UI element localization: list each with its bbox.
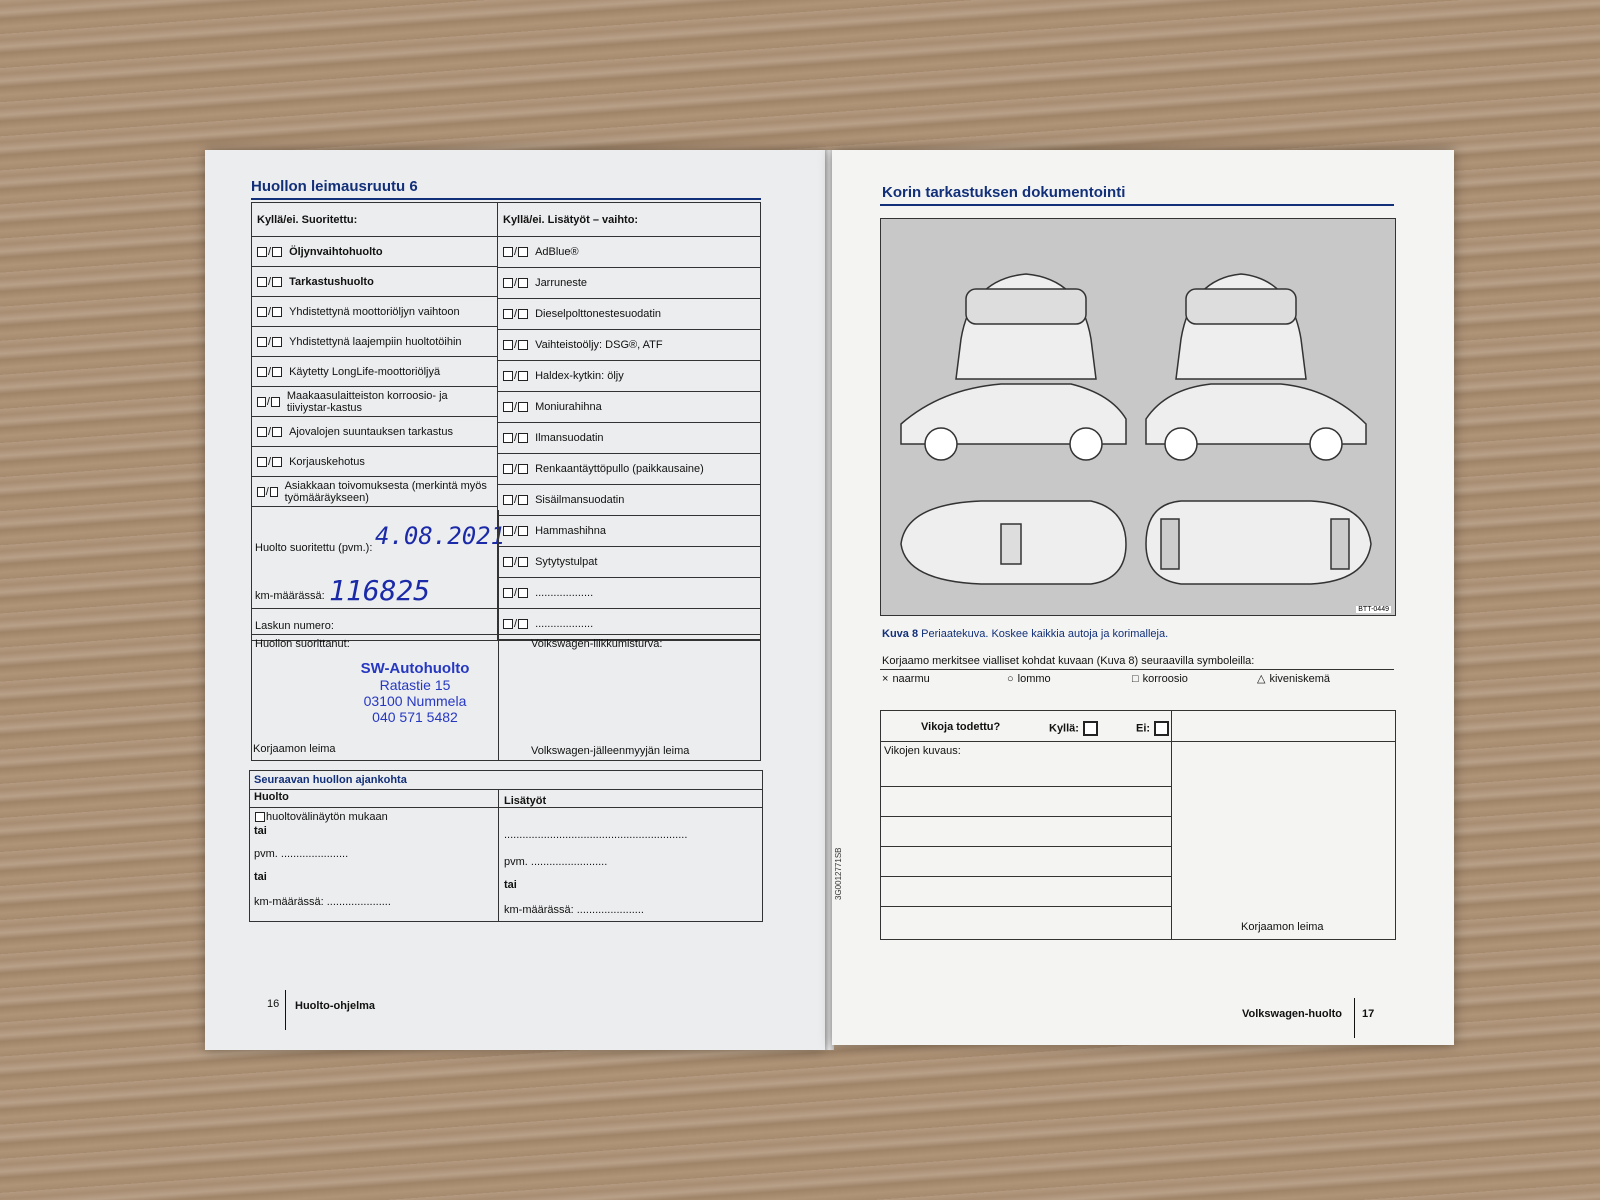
next-dots: ............................................................ [504,829,688,841]
slash: / [268,335,272,348]
by-display-label: huoltovälinäytön mukaan [266,811,388,823]
no-checkbox[interactable] [270,487,278,497]
no-checkbox[interactable] [518,495,528,505]
no-checkbox[interactable] [272,277,282,287]
yes-checkbox[interactable] [503,588,513,598]
slash: / [268,425,272,438]
slash: / [514,339,518,351]
checklist-label: Yhdistettynä moottoriöljyn vaihtoon [289,305,460,318]
caption-bold: Kuva 8 [882,628,919,640]
symbol-glyph: □ [1132,673,1139,685]
workshop-stamp-label: Korjaamon leima [253,743,336,755]
slash: / [514,370,518,382]
defects-question: Vikoja todettu? [921,721,1001,733]
slash: / [514,618,518,630]
km-label: km-määrässä: [255,590,325,602]
col2-header: Kyllä/ei. Lisätyöt – vaihto: [498,203,761,237]
yes-label: Kyllä: [1049,722,1079,735]
checklist-row [498,485,760,516]
checklist-row [498,361,760,392]
no-checkbox[interactable] [272,427,282,437]
mobility-label: Volkswagen-liikkumisturva: [531,638,663,650]
car-outlines [881,219,1395,615]
checklist-label: Jarruneste [535,277,588,289]
checklist-row [498,454,760,485]
slash: / [266,395,270,408]
no-checkbox[interactable] [272,337,282,347]
caption-text: Periaatekuva. Koskee kaikkia autoja ja korimalleja. [921,628,1169,640]
checklist-row [498,330,760,361]
checklist-row [498,237,760,268]
slash: / [514,432,518,444]
yes-checkbox[interactable] [1083,721,1098,736]
stamp-street: Ratastie 15 [379,677,451,693]
col1-list [252,237,497,507]
yes-checkbox[interactable] [257,247,267,257]
defects-line [881,846,1171,847]
left-page-title: Huollon leimausruutu 6 [251,178,418,195]
no-checkbox[interactable] [518,619,528,629]
checkbox[interactable] [255,812,265,822]
stamp-phone: 040 571 5482 [372,709,458,725]
checklist-label: Sisäilmansuodatin [535,494,625,506]
next-service-box [249,770,763,922]
slash: / [268,305,272,318]
checklist-row [252,297,497,327]
checklist-label: Ajovalojen suuntauksen tarkastus [289,425,453,438]
slash: / [514,401,518,413]
stamp-name: SW-Autohuolto [360,660,470,677]
checklist-label: Vaihteistoöljy: DSG®, ATF [535,339,663,351]
document-code: 3G0012771SB [834,847,843,900]
checklist-label: AdBlue® [535,246,579,258]
no-checkbox[interactable] [518,247,528,257]
slash: / [514,246,518,258]
yes-checkbox[interactable] [503,495,513,505]
next-divider [250,807,762,808]
checklist-row [498,516,760,547]
checklist-row [252,237,497,267]
next-date: pvm. ...................... [254,848,349,860]
footer-divider [1354,998,1355,1038]
instruction-text: Korjaamo merkitsee vialliset kohdat kuvaan (Kuva 8) seuraavilla symboleilla: [882,655,1255,667]
yes-checkbox[interactable] [257,487,265,497]
checklist-row [498,299,760,330]
service-date-label: Huolto suoritettu (pvm.): [255,542,373,554]
slash: / [268,275,272,288]
checklist-label: ................... [535,587,594,599]
checklist-label: Dieselpolttonestesuodatin [535,308,662,320]
col1-header: Kyllä/ei. Suoritettu: [252,203,498,237]
defects-col-divider [1171,711,1172,939]
next-col2-header: Lisätyöt [504,795,547,807]
yes-checkbox[interactable] [257,277,267,287]
defects-line [881,786,1171,787]
col2-list [498,237,760,640]
yes-checkbox[interactable] [503,619,513,629]
column-frame [760,510,761,760]
right-footer-title: Volkswagen-huolto [1242,1008,1343,1020]
checklist-row [252,357,497,387]
no-checkbox[interactable] [518,371,528,381]
checklist-row [498,609,760,640]
slash: / [268,365,272,378]
no-checkbox[interactable] [518,557,528,567]
no-checkbox[interactable] [272,307,282,317]
slash: / [268,245,272,258]
or-label: tai [254,871,267,883]
left-page-number: 16 [267,998,280,1010]
no-checkbox[interactable] [518,402,528,412]
title-rule [880,204,1394,206]
figure-caption [882,628,1168,640]
no-checkbox[interactable] [518,588,528,598]
no-checkbox[interactable] [272,367,282,377]
slash: / [268,455,272,468]
left-section-title: Huolto-ohjelma [295,1000,376,1012]
no-checkbox[interactable] [518,526,528,536]
no-checkbox[interactable] [518,433,528,443]
yes-option [1049,721,1099,736]
yes-checkbox[interactable] [503,402,513,412]
symbol-item [1257,672,1382,685]
row-divider [251,760,761,761]
stamp-city: 03100 Nummela [363,693,467,709]
yes-checkbox[interactable] [503,247,513,257]
no-checkbox[interactable] [1154,721,1169,736]
checklist-label: Öljynvaihtohuolto [289,245,383,258]
checklist-row [498,268,760,299]
next-date2: pvm. ......................... [504,856,608,868]
yes-checkbox[interactable] [257,367,267,377]
checklist-row [252,447,497,477]
next-col-divider [498,789,499,921]
symbol-label: naarmu [892,673,930,685]
checklist-label: Ilmansuodatin [535,432,604,444]
checklist-label: Maakaasulaitteiston korroosio- ja tiiviystar-kastus [286,389,448,414]
right-page [832,150,1454,1045]
defects-line [881,906,1171,907]
checklist-row [252,267,497,297]
slash: / [514,308,518,320]
no-checkbox[interactable] [518,309,528,319]
or-label: tai [254,825,267,837]
slash: / [514,463,518,475]
footer-divider [285,990,286,1030]
col2-cell [498,237,761,641]
symbol-item [1132,673,1257,685]
symbol-rule [880,669,1394,670]
km-handwritten: 116825 [329,574,431,607]
no-checkbox[interactable] [518,340,528,350]
next-col1-header: Huolto [254,791,289,803]
slash: / [514,494,518,506]
no-checkbox[interactable] [271,397,280,407]
right-workshop-stamp-label: Korjaamon leima [1241,921,1324,933]
checklist-label: Yhdistettynä laajempiin huoltotöihin [289,335,462,348]
yes-checkbox[interactable] [503,557,513,567]
right-page-number: 17 [1362,1008,1375,1020]
checklist-row [252,417,497,447]
checklist-label: Sytytystulpat [535,556,598,568]
no-option [1136,721,1170,736]
checklist-label: Moniurahihna [535,401,602,413]
service-date-handwritten: 4.08.2021 [375,522,506,550]
checklist-row [252,477,497,507]
yes-checkbox[interactable] [503,309,513,319]
next-km2: km-määrässä: ...................... [504,904,644,916]
next-km: km-määrässä: ..................... [254,896,391,908]
yes-checkbox[interactable] [503,464,513,474]
yes-checkbox[interactable] [503,278,513,288]
checklist-label: Haldex-kytkin: öljy [535,370,624,382]
defects-line [881,876,1171,877]
or-label: tai [504,879,517,891]
checklist-label: Korjauskehotus [289,455,365,468]
slash: / [514,556,518,568]
slash: / [514,587,518,599]
slash: / [514,277,518,289]
next-service-title: Seuraavan huollon ajankohta [254,774,407,786]
yes-checkbox[interactable] [257,307,267,317]
yes-checkbox[interactable] [257,457,267,467]
yes-checkbox[interactable] [503,340,513,350]
checklist-label: ................... [535,618,594,630]
yes-checkbox[interactable] [257,397,266,407]
title-rule [251,198,761,200]
no-label: Ei: [1136,722,1151,735]
checklist-row [252,327,497,357]
symbol-label: korroosio [1142,673,1188,685]
symbol-label: lommo [1017,673,1051,685]
no-checkbox[interactable] [272,247,282,257]
dealer-stamp-label: Volkswagen-jälleenmyyjän leima [531,745,690,757]
performer-label: Huollon suorittanut: [255,638,350,650]
next-divider [250,789,762,790]
no-checkbox[interactable] [272,457,282,467]
defects-box [880,710,1396,940]
slash: / [514,525,518,537]
checklist-label: Tarkastushuolto [289,275,374,288]
invoice-label: Laskun numero: [255,620,334,632]
checklist-row [498,578,760,609]
defects-description-label: Vikojen kuvaus: [884,745,961,757]
next-by-display [254,811,388,823]
workshop-stamp [325,660,505,725]
yes-checkbox[interactable] [503,371,513,381]
yes-checkbox[interactable] [257,427,267,437]
checklist-row [498,392,760,423]
symbol-glyph: ○ [1007,673,1014,685]
left-page [205,150,825,1050]
checklist-row [498,547,760,578]
symbol-item [882,673,1007,685]
defects-divider [881,741,1395,742]
defects-line [881,816,1171,817]
symbol-glyph: × [882,673,889,685]
car-body-figure [880,218,1396,616]
slash: / [265,485,269,498]
checklist-label: Renkaantäyttöpullo (paikkausaine) [535,463,704,475]
right-page-title: Korin tarkastuksen dokumentointi [882,184,1126,201]
symbol-item [1007,673,1132,685]
symbol-legend [882,672,1392,685]
symbol-glyph: △ [1257,673,1266,685]
yes-checkbox[interactable] [503,433,513,443]
checklist-row [498,423,760,454]
checklist-label: Käytetty LongLife-moottoriöljyä [289,365,441,378]
symbol-label: kiveniskemä [1269,673,1330,685]
checklist-label: Asiakkaan toivomuksesta (merkintä myös työmääräykseen) [284,479,487,504]
checklist-row [252,387,497,417]
yes-checkbox[interactable] [257,337,267,347]
figure-code: BTT-0449 [1358,606,1389,613]
no-checkbox[interactable] [518,278,528,288]
no-checkbox[interactable] [518,464,528,474]
checklist-label: Hammashihna [535,525,606,537]
